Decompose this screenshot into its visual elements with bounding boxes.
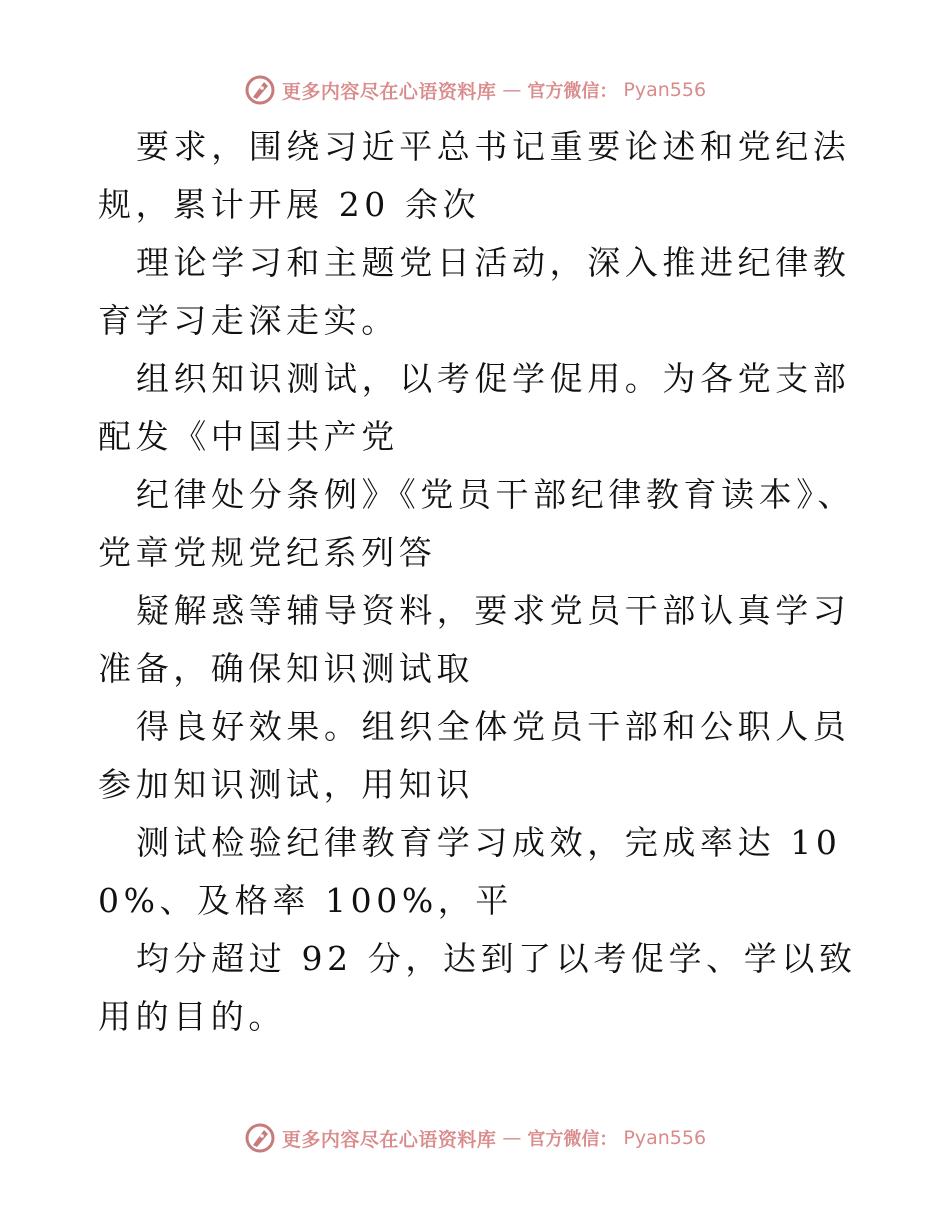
- promo-banner-footer[interactable]: [244, 1122, 706, 1154]
- wechat-label: 官方微信：: [527, 81, 618, 102]
- page-footer: [0, 1118, 950, 1158]
- pen-nib-circle-icon: [244, 74, 276, 106]
- paragraph: 理论学习和主题党日活动，深入推进纪律教育学习走深走实。: [98, 243, 851, 340]
- paragraph: 纪律处分条例》《党员干部纪律教育读本》、党章党规党纪系列答: [98, 475, 855, 572]
- paragraph: 均分超过 92 分，达到了以考促学、学以致用的目的。: [98, 939, 857, 1036]
- paragraph: 得良好效果。组织全体党员干部和公职人员参加知识测试，用知识: [98, 707, 851, 804]
- promo-banner[interactable]: [244, 74, 706, 106]
- page-header: [0, 70, 950, 110]
- paragraph: 要求，围绕习近平总书记重要论述和党纪法规，累计开展 20 余次: [98, 127, 851, 224]
- paragraph: 组织知识测试，以考促学促用。为各党支部配发《中国共产党: [98, 359, 851, 456]
- promo-text: 更多内容尽在心语资料库: [281, 80, 497, 103]
- paragraph: 疑解惑等辅导资料，要求党员干部认真学习准备，确保知识测试取: [98, 591, 851, 688]
- document-body: [98, 118, 858, 1046]
- promo-text: 更多内容尽在心语资料库: [281, 1128, 497, 1151]
- wechat-id: Pyan556: [623, 1127, 707, 1149]
- wechat-id: Pyan556: [623, 79, 707, 101]
- paragraph: 测试检验纪律教育学习成效，完成率达 100%、及格率 100%，平: [98, 823, 842, 920]
- pen-nib-circle-icon: [244, 1122, 276, 1154]
- wechat-label: 官方微信：: [527, 1129, 618, 1150]
- promo-separator: —: [502, 79, 522, 101]
- promo-separator: —: [502, 1127, 522, 1149]
